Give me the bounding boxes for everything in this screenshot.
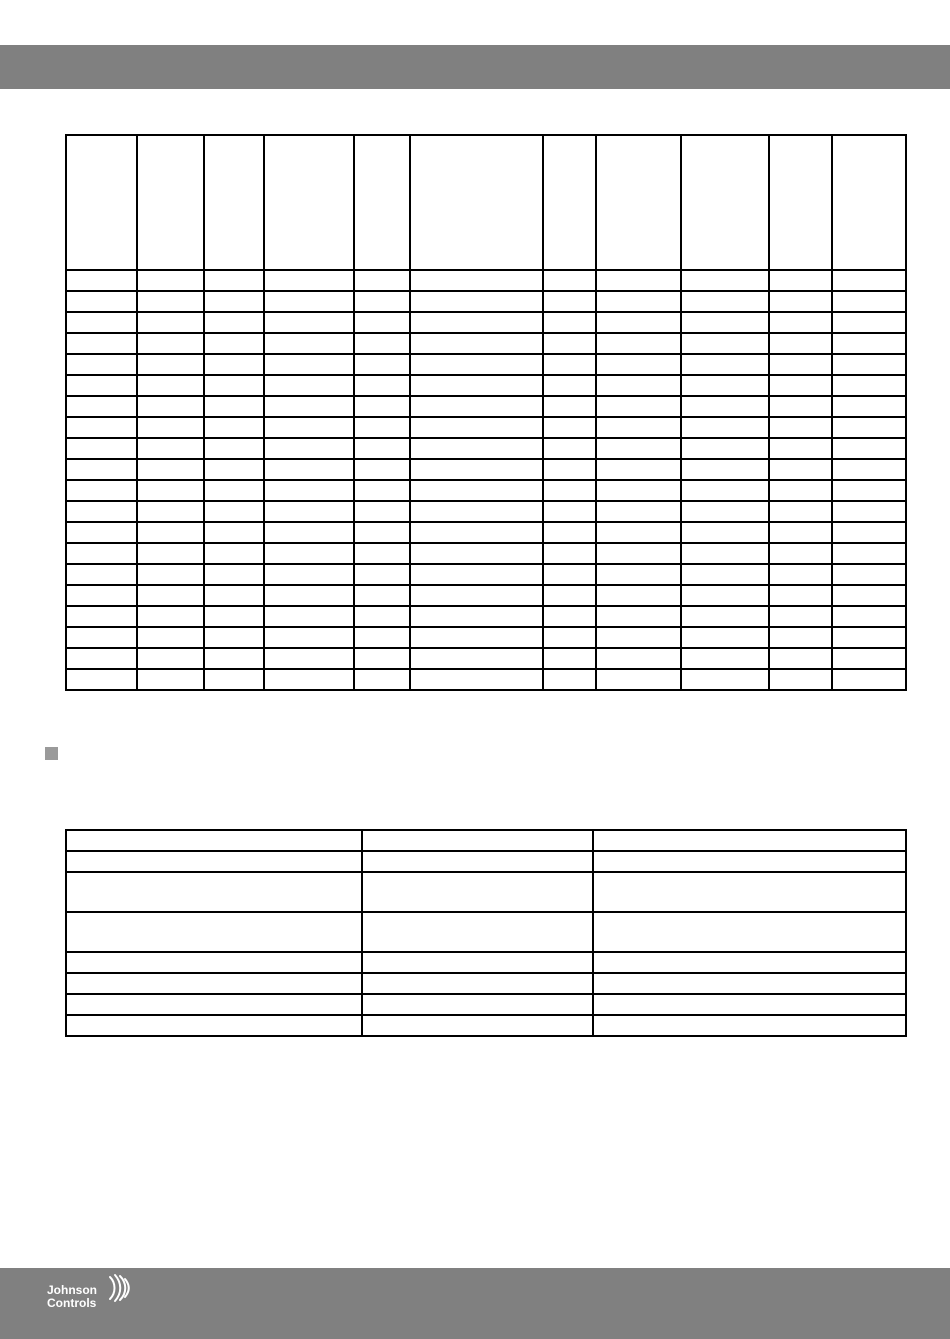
table-cell [543, 291, 596, 312]
table-cell [769, 606, 832, 627]
table-header-cell [66, 135, 137, 270]
table-cell [681, 396, 769, 417]
table-cell [681, 585, 769, 606]
table-cell [264, 417, 354, 438]
table-cell [769, 480, 832, 501]
table-cell [543, 270, 596, 291]
table-cell [596, 501, 681, 522]
table-row [66, 291, 906, 312]
table-row [66, 543, 906, 564]
table-cell [769, 438, 832, 459]
table-cell [137, 333, 204, 354]
table-cell [410, 291, 543, 312]
table-cell [681, 480, 769, 501]
table-cell [769, 648, 832, 669]
table-cell [681, 333, 769, 354]
table-cell [832, 564, 906, 585]
table-cell [354, 627, 410, 648]
table-cell [596, 354, 681, 375]
table-cell [832, 627, 906, 648]
table-cell [769, 669, 832, 690]
table-cell [264, 333, 354, 354]
table-row [66, 648, 906, 669]
table-cell [354, 459, 410, 480]
table-cell [354, 522, 410, 543]
table-row [66, 564, 906, 585]
table-cell [66, 270, 137, 291]
table-cell [66, 830, 362, 851]
table-cell [204, 354, 264, 375]
table-cell [354, 480, 410, 501]
table-cell [681, 417, 769, 438]
table-cell [204, 291, 264, 312]
table-cell [410, 480, 543, 501]
table-cell [832, 648, 906, 669]
table-cell [264, 438, 354, 459]
table-cell [593, 994, 906, 1015]
table-cell [596, 480, 681, 501]
table-cell [543, 396, 596, 417]
table-cell [769, 627, 832, 648]
table-row [66, 417, 906, 438]
table-cell [543, 438, 596, 459]
table-row [66, 1015, 906, 1036]
table-cell [769, 543, 832, 564]
table-cell [362, 973, 593, 994]
table-cell [264, 501, 354, 522]
table-cell [593, 912, 906, 952]
table-cell [66, 333, 137, 354]
table-header-cell [769, 135, 832, 270]
table-cell [596, 648, 681, 669]
table-cell [66, 669, 137, 690]
table-cell [543, 627, 596, 648]
table-cell [137, 312, 204, 333]
table-cell [354, 291, 410, 312]
table-cell [596, 375, 681, 396]
data-table-main [65, 134, 907, 691]
table-row [66, 480, 906, 501]
table-cell [681, 543, 769, 564]
table-cell [362, 830, 593, 851]
table-row [66, 375, 906, 396]
table-cell [410, 333, 543, 354]
table-cell [66, 952, 362, 973]
table-cell [362, 912, 593, 952]
table-cell [681, 354, 769, 375]
table-cell [66, 396, 137, 417]
table-cell [681, 270, 769, 291]
table-cell [543, 543, 596, 564]
table-cell [264, 375, 354, 396]
table-header-row [66, 830, 906, 851]
table-cell [832, 669, 906, 690]
table-cell [410, 564, 543, 585]
footer-bar [0, 1268, 950, 1339]
table-cell [264, 627, 354, 648]
table-row [66, 912, 906, 952]
table-cell [137, 648, 204, 669]
table-cell [769, 522, 832, 543]
table-cell [137, 543, 204, 564]
table-header-cell [543, 135, 596, 270]
table-header-cell [204, 135, 264, 270]
table-cell [66, 912, 362, 952]
table-cell [204, 606, 264, 627]
logo-swirl-icon [106, 1273, 136, 1303]
table-cell [204, 648, 264, 669]
table-cell [137, 270, 204, 291]
table-row [66, 973, 906, 994]
table-cell [66, 291, 137, 312]
table-cell [354, 501, 410, 522]
table-row [66, 312, 906, 333]
table-cell [410, 312, 543, 333]
table-cell [204, 375, 264, 396]
table-cell [137, 291, 204, 312]
table-cell [137, 627, 204, 648]
table-row [66, 606, 906, 627]
table-cell [410, 669, 543, 690]
table-cell [66, 312, 137, 333]
table-cell [769, 333, 832, 354]
table-cell [137, 480, 204, 501]
table-row [66, 627, 906, 648]
table-cell [832, 459, 906, 480]
table-cell [596, 564, 681, 585]
table-cell [362, 851, 593, 872]
table-cell [769, 417, 832, 438]
table-cell [769, 270, 832, 291]
table-cell [543, 459, 596, 480]
table-cell [66, 417, 137, 438]
table-cell [204, 585, 264, 606]
table-cell [769, 459, 832, 480]
table-cell [832, 354, 906, 375]
table-row [66, 585, 906, 606]
table-cell [543, 312, 596, 333]
table-cell [769, 291, 832, 312]
table-cell [681, 522, 769, 543]
table-cell [596, 333, 681, 354]
table-cell [354, 648, 410, 669]
table-cell [66, 459, 137, 480]
table-cell [832, 522, 906, 543]
johnson-controls-logo [47, 1284, 97, 1310]
table-cell [354, 417, 410, 438]
table-cell [681, 459, 769, 480]
table-cell [410, 543, 543, 564]
table-cell [410, 375, 543, 396]
table-row [66, 994, 906, 1015]
table-cell [410, 606, 543, 627]
table-cell [596, 606, 681, 627]
table-cell [410, 501, 543, 522]
table-cell [596, 585, 681, 606]
table-header-cell [596, 135, 681, 270]
table-cell [769, 354, 832, 375]
table-cell [769, 396, 832, 417]
table-cell [362, 952, 593, 973]
table-cell [137, 606, 204, 627]
table-cell [596, 669, 681, 690]
table-cell [543, 648, 596, 669]
table-cell [596, 522, 681, 543]
table-cell [832, 585, 906, 606]
data-table-secondary [65, 829, 907, 1037]
table-cell [410, 417, 543, 438]
table-cell [543, 333, 596, 354]
table-cell [66, 522, 137, 543]
table-cell [410, 627, 543, 648]
table-cell [593, 851, 906, 872]
table-row [66, 669, 906, 690]
table-cell [769, 564, 832, 585]
table-cell [410, 270, 543, 291]
table-row [66, 396, 906, 417]
table-row [66, 354, 906, 375]
table-cell [66, 606, 137, 627]
table-cell [137, 375, 204, 396]
table-cell [264, 543, 354, 564]
table-cell [204, 543, 264, 564]
table-row [66, 438, 906, 459]
table-header-cell [410, 135, 543, 270]
table-cell [204, 480, 264, 501]
table-cell [354, 564, 410, 585]
table-row [66, 333, 906, 354]
table-cell [362, 1015, 593, 1036]
table-cell [264, 480, 354, 501]
table-cell [769, 585, 832, 606]
table-cell [543, 585, 596, 606]
table-cell [543, 417, 596, 438]
table-cell [543, 522, 596, 543]
table-cell [593, 973, 906, 994]
table-cell [137, 522, 204, 543]
table-cell [593, 1015, 906, 1036]
table-cell [66, 994, 362, 1015]
table-cell [543, 606, 596, 627]
table-cell [137, 669, 204, 690]
table-row [66, 872, 906, 912]
table-row [66, 459, 906, 480]
table-cell [264, 396, 354, 417]
table-cell [354, 669, 410, 690]
table-cell [681, 501, 769, 522]
table-cell [596, 627, 681, 648]
table-cell [681, 627, 769, 648]
table-cell [832, 480, 906, 501]
table-header-cell [264, 135, 354, 270]
table-cell [264, 312, 354, 333]
table-cell [204, 459, 264, 480]
table-header-cell [137, 135, 204, 270]
table-cell [137, 564, 204, 585]
table-row [66, 522, 906, 543]
logo-line-1: Johnson [47, 1283, 97, 1297]
table-cell [410, 396, 543, 417]
table-cell [66, 851, 362, 872]
table-cell [410, 438, 543, 459]
table-cell [264, 564, 354, 585]
table-cell [137, 438, 204, 459]
table-cell [832, 291, 906, 312]
table-cell [204, 396, 264, 417]
table-cell [264, 459, 354, 480]
table-cell [354, 354, 410, 375]
table-cell [137, 459, 204, 480]
table-cell [204, 501, 264, 522]
table-row [66, 851, 906, 872]
table-cell [832, 438, 906, 459]
table-cell [66, 438, 137, 459]
table-header-cell [832, 135, 906, 270]
table-cell [264, 291, 354, 312]
table-cell [66, 973, 362, 994]
table-cell [832, 501, 906, 522]
table-row [66, 952, 906, 973]
table-header-cell [681, 135, 769, 270]
table-cell [832, 270, 906, 291]
table-cell [66, 585, 137, 606]
table-cell [593, 872, 906, 912]
table-cell [596, 291, 681, 312]
table-cell [769, 501, 832, 522]
table-cell [681, 375, 769, 396]
table-cell [354, 375, 410, 396]
table-cell [264, 648, 354, 669]
table-cell [137, 501, 204, 522]
table-cell [681, 648, 769, 669]
table-cell [543, 669, 596, 690]
table-cell [681, 438, 769, 459]
table-cell [204, 417, 264, 438]
table-cell [137, 585, 204, 606]
table-cell [543, 375, 596, 396]
table-cell [596, 459, 681, 480]
table-cell [354, 396, 410, 417]
table-cell [264, 270, 354, 291]
table-cell [543, 480, 596, 501]
table-cell [66, 872, 362, 912]
table-cell [832, 606, 906, 627]
table-cell [410, 459, 543, 480]
table-cell [66, 543, 137, 564]
table-cell [832, 375, 906, 396]
table-cell [264, 585, 354, 606]
table-cell [204, 564, 264, 585]
table-cell [264, 669, 354, 690]
table-cell [204, 669, 264, 690]
table-cell [681, 606, 769, 627]
table-cell [543, 564, 596, 585]
table-cell [596, 312, 681, 333]
table-cell [204, 627, 264, 648]
table-cell [769, 312, 832, 333]
table-cell [832, 333, 906, 354]
table-cell [204, 270, 264, 291]
table-cell [354, 270, 410, 291]
table-cell [593, 830, 906, 851]
table-header-row [66, 135, 906, 270]
table-cell [593, 952, 906, 973]
table-cell [354, 333, 410, 354]
table-cell [137, 354, 204, 375]
table-cell [66, 354, 137, 375]
table-cell [354, 543, 410, 564]
table-cell [596, 417, 681, 438]
table-cell [832, 396, 906, 417]
table-cell [832, 543, 906, 564]
table-cell [204, 312, 264, 333]
table-header-cell [354, 135, 410, 270]
table-cell [596, 270, 681, 291]
table-cell [66, 648, 137, 669]
table-cell [354, 438, 410, 459]
table-cell [204, 333, 264, 354]
table-cell [362, 994, 593, 1015]
table-cell [66, 564, 137, 585]
header-bar [0, 45, 950, 89]
table-cell [264, 606, 354, 627]
table-cell [354, 606, 410, 627]
table-cell [681, 291, 769, 312]
table-cell [66, 501, 137, 522]
table-cell [596, 543, 681, 564]
table-row [66, 501, 906, 522]
table-cell [410, 354, 543, 375]
table-cell [354, 312, 410, 333]
table-cell [204, 522, 264, 543]
table-cell [137, 396, 204, 417]
table-cell [596, 396, 681, 417]
table-cell [66, 627, 137, 648]
table-row [66, 270, 906, 291]
table-cell [354, 585, 410, 606]
table-cell [769, 375, 832, 396]
table-cell [410, 585, 543, 606]
section-bullet-icon [45, 747, 58, 760]
table-cell [204, 438, 264, 459]
table-cell [596, 438, 681, 459]
table-cell [66, 480, 137, 501]
logo-line-2: Controls [47, 1296, 97, 1310]
table-cell [264, 522, 354, 543]
table-cell [362, 872, 593, 912]
table-cell [410, 522, 543, 543]
table-cell [66, 1015, 362, 1036]
table-cell [681, 564, 769, 585]
table-cell [681, 669, 769, 690]
table-cell [543, 354, 596, 375]
table-cell [832, 312, 906, 333]
table-cell [543, 501, 596, 522]
table-cell [66, 375, 137, 396]
table-cell [832, 417, 906, 438]
table-cell [681, 312, 769, 333]
table-cell [410, 648, 543, 669]
table-cell [264, 354, 354, 375]
table-cell [137, 417, 204, 438]
